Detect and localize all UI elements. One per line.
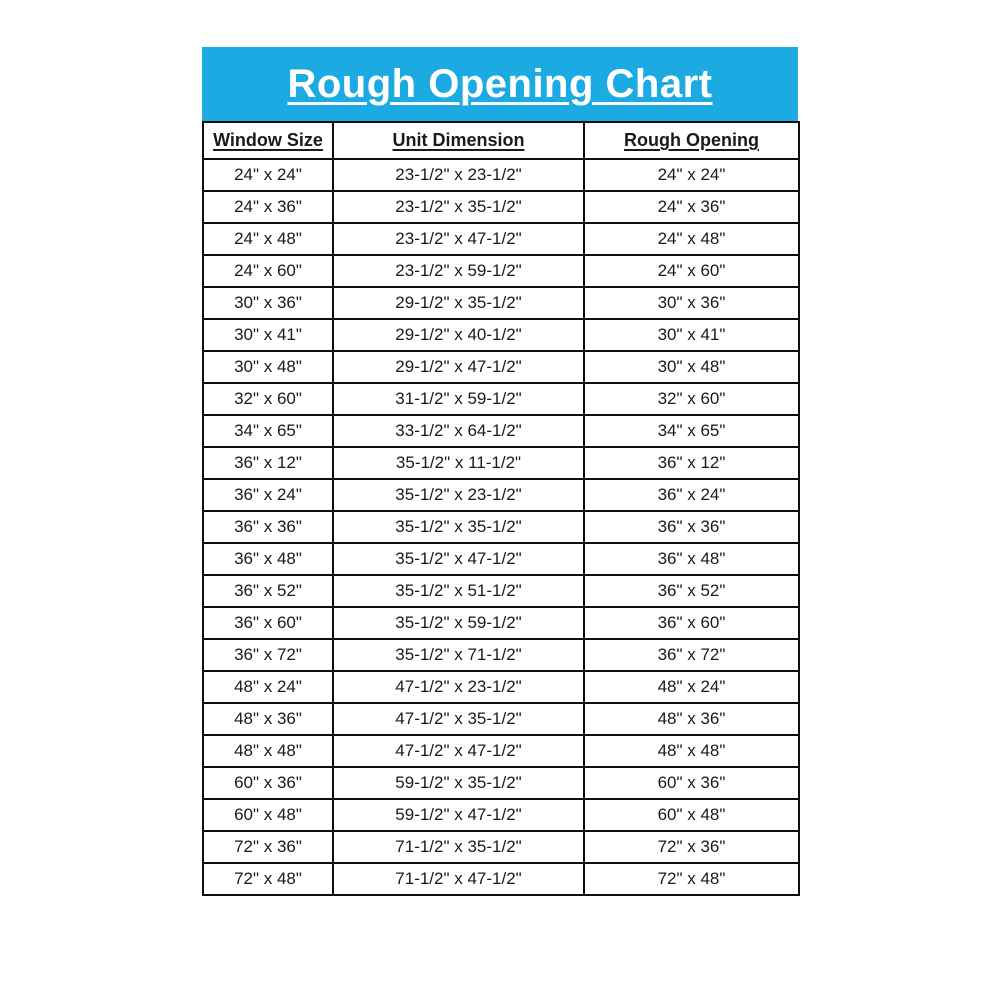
table-row — [203, 575, 799, 607]
cell-unit-dimension: 35-1/2" x 51-1/2" — [333, 575, 584, 607]
cell-window-size: 36" x 12" — [203, 447, 333, 479]
cell-window-size: 30" x 41" — [203, 319, 333, 351]
cell-rough-opening: 24" x 60" — [584, 255, 799, 287]
table-row — [203, 447, 799, 479]
cell-rough-opening: 36" x 48" — [584, 543, 799, 575]
cell-window-size: 24" x 24" — [203, 159, 333, 191]
cell-rough-opening: 24" x 24" — [584, 159, 799, 191]
cell-unit-dimension: 31-1/2" x 59-1/2" — [333, 383, 584, 415]
cell-window-size: 30" x 36" — [203, 287, 333, 319]
column-header-window-size: Window Size — [203, 122, 333, 159]
cell-unit-dimension: 47-1/2" x 47-1/2" — [333, 735, 584, 767]
cell-unit-dimension: 23-1/2" x 23-1/2" — [333, 159, 584, 191]
table-row — [203, 383, 799, 415]
cell-window-size: 48" x 24" — [203, 671, 333, 703]
cell-window-size: 36" x 24" — [203, 479, 333, 511]
cell-rough-opening: 32" x 60" — [584, 383, 799, 415]
cell-unit-dimension: 35-1/2" x 23-1/2" — [333, 479, 584, 511]
cell-window-size: 48" x 36" — [203, 703, 333, 735]
cell-unit-dimension: 29-1/2" x 35-1/2" — [333, 287, 584, 319]
cell-unit-dimension: 71-1/2" x 35-1/2" — [333, 831, 584, 863]
cell-rough-opening: 36" x 52" — [584, 575, 799, 607]
cell-window-size: 32" x 60" — [203, 383, 333, 415]
cell-window-size: 34" x 65" — [203, 415, 333, 447]
cell-window-size: 72" x 36" — [203, 831, 333, 863]
cell-unit-dimension: 35-1/2" x 59-1/2" — [333, 607, 584, 639]
table-row — [203, 863, 799, 895]
table-row — [203, 223, 799, 255]
column-header-unit-dimension: Unit Dimension — [333, 122, 584, 159]
table-row — [203, 415, 799, 447]
cell-unit-dimension: 59-1/2" x 47-1/2" — [333, 799, 584, 831]
cell-window-size: 24" x 60" — [203, 255, 333, 287]
cell-window-size: 36" x 60" — [203, 607, 333, 639]
cell-rough-opening: 34" x 65" — [584, 415, 799, 447]
table-row — [203, 831, 799, 863]
table-row — [203, 479, 799, 511]
cell-rough-opening: 30" x 41" — [584, 319, 799, 351]
cell-unit-dimension: 59-1/2" x 35-1/2" — [333, 767, 584, 799]
cell-unit-dimension: 47-1/2" x 35-1/2" — [333, 703, 584, 735]
cell-unit-dimension: 29-1/2" x 47-1/2" — [333, 351, 584, 383]
cell-unit-dimension: 35-1/2" x 35-1/2" — [333, 511, 584, 543]
table-row — [203, 607, 799, 639]
cell-window-size: 36" x 72" — [203, 639, 333, 671]
table-row — [203, 735, 799, 767]
cell-window-size: 36" x 52" — [203, 575, 333, 607]
table-row — [203, 191, 799, 223]
cell-unit-dimension: 23-1/2" x 35-1/2" — [333, 191, 584, 223]
rough-opening-chart — [202, 47, 798, 896]
cell-unit-dimension: 47-1/2" x 23-1/2" — [333, 671, 584, 703]
cell-rough-opening: 30" x 36" — [584, 287, 799, 319]
table-row — [203, 671, 799, 703]
cell-rough-opening: 60" x 48" — [584, 799, 799, 831]
cell-unit-dimension: 29-1/2" x 40-1/2" — [333, 319, 584, 351]
table-row — [203, 543, 799, 575]
page-title: Rough Opening Chart — [287, 61, 713, 106]
cell-rough-opening: 36" x 36" — [584, 511, 799, 543]
cell-rough-opening: 48" x 36" — [584, 703, 799, 735]
table-row — [203, 319, 799, 351]
cell-window-size: 60" x 36" — [203, 767, 333, 799]
cell-window-size: 24" x 36" — [203, 191, 333, 223]
table-header-row — [203, 122, 799, 159]
cell-rough-opening: 36" x 72" — [584, 639, 799, 671]
cell-rough-opening: 72" x 48" — [584, 863, 799, 895]
cell-rough-opening: 24" x 36" — [584, 191, 799, 223]
chart-title-banner — [202, 47, 798, 121]
cell-unit-dimension: 23-1/2" x 59-1/2" — [333, 255, 584, 287]
cell-rough-opening: 36" x 24" — [584, 479, 799, 511]
rough-opening-table — [202, 121, 800, 896]
cell-rough-opening: 24" x 48" — [584, 223, 799, 255]
cell-window-size: 60" x 48" — [203, 799, 333, 831]
cell-rough-opening: 30" x 48" — [584, 351, 799, 383]
table-row — [203, 511, 799, 543]
cell-unit-dimension: 71-1/2" x 47-1/2" — [333, 863, 584, 895]
table-row — [203, 703, 799, 735]
cell-unit-dimension: 35-1/2" x 11-1/2" — [333, 447, 584, 479]
cell-window-size: 30" x 48" — [203, 351, 333, 383]
table-row — [203, 799, 799, 831]
table-row — [203, 287, 799, 319]
table-row — [203, 255, 799, 287]
table-row — [203, 767, 799, 799]
cell-window-size: 72" x 48" — [203, 863, 333, 895]
column-header-rough-opening: Rough Opening — [584, 122, 799, 159]
cell-unit-dimension: 35-1/2" x 71-1/2" — [333, 639, 584, 671]
cell-rough-opening: 36" x 60" — [584, 607, 799, 639]
cell-window-size: 48" x 48" — [203, 735, 333, 767]
cell-rough-opening: 36" x 12" — [584, 447, 799, 479]
cell-rough-opening: 72" x 36" — [584, 831, 799, 863]
table-row — [203, 351, 799, 383]
table-row — [203, 639, 799, 671]
table-row — [203, 159, 799, 191]
table-header — [203, 122, 799, 159]
cell-unit-dimension: 33-1/2" x 64-1/2" — [333, 415, 584, 447]
cell-unit-dimension: 23-1/2" x 47-1/2" — [333, 223, 584, 255]
cell-rough-opening: 48" x 24" — [584, 671, 799, 703]
cell-window-size: 36" x 36" — [203, 511, 333, 543]
table-body — [203, 159, 799, 895]
cell-window-size: 36" x 48" — [203, 543, 333, 575]
cell-rough-opening: 48" x 48" — [584, 735, 799, 767]
cell-window-size: 24" x 48" — [203, 223, 333, 255]
cell-unit-dimension: 35-1/2" x 47-1/2" — [333, 543, 584, 575]
cell-rough-opening: 60" x 36" — [584, 767, 799, 799]
